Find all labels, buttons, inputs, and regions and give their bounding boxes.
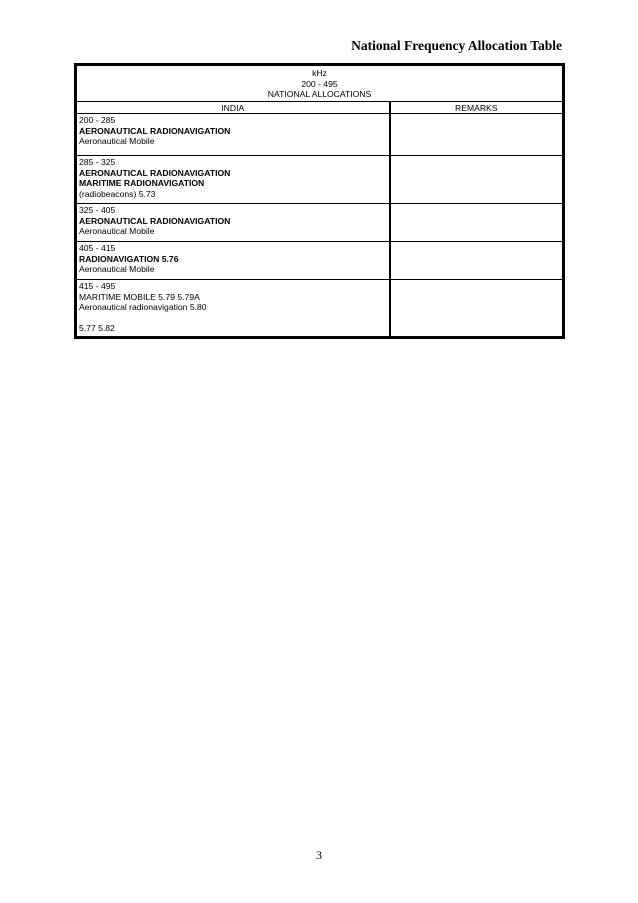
band-range: 285 - 325: [79, 157, 116, 167]
footnote-references: 5.77 5.82: [79, 322, 115, 333]
frequency-range: 200 - 495: [301, 78, 338, 89]
primary-service: MARITIME RADIONAVIGATION: [79, 178, 205, 188]
column-header-remarks: REMARKS: [390, 101, 563, 114]
india-allocation-cell: [77, 242, 390, 280]
table-header-cell: [77, 66, 563, 102]
band-range: 325 - 405: [79, 205, 116, 215]
remarks-cell: [390, 156, 563, 204]
column-header-row: [77, 101, 563, 114]
secondary-service: Aeronautical radionavigation 5.80: [79, 302, 207, 312]
band-range: 200 - 285: [79, 115, 116, 125]
remarks-cell: [390, 242, 563, 280]
india-allocation-cell: [77, 204, 390, 242]
table-row: [77, 204, 563, 242]
table-row: [77, 242, 563, 280]
document-title: National Frequency Allocation Table: [351, 38, 562, 53]
table-row: [77, 280, 563, 337]
india-allocation-cell: [77, 114, 390, 156]
secondary-service: MARITIME MOBILE 5.79 5.79A: [79, 291, 200, 302]
frequency-unit: kHz: [312, 68, 327, 78]
table-row: [77, 156, 563, 204]
secondary-service: Aeronautical Mobile: [79, 226, 155, 236]
primary-service: AERONAUTICAL RADIONAVIGATION: [79, 167, 231, 178]
india-allocation-cell: [77, 280, 390, 337]
allocation-table: [74, 63, 565, 339]
primary-service: AERONAUTICAL RADIONAVIGATION: [79, 215, 231, 226]
primary-service: AERONAUTICAL RADIONAVIGATION: [79, 125, 231, 136]
remarks-cell: [390, 204, 563, 242]
remarks-cell: [390, 114, 563, 156]
india-allocation-cell: [77, 156, 390, 204]
band-range: 405 - 415: [79, 243, 116, 253]
secondary-service: Aeronautical Mobile: [79, 136, 155, 146]
table-row: [77, 114, 563, 156]
secondary-service: Aeronautical Mobile: [79, 264, 155, 274]
table-heading: NATIONAL ALLOCATIONS: [267, 89, 372, 99]
table-header: [77, 66, 563, 102]
band-range: 415 - 495: [79, 281, 116, 291]
secondary-service: (radiobeacons) 5.73: [79, 188, 156, 199]
column-header-india: INDIA: [77, 101, 390, 114]
page-number: 3: [316, 848, 322, 862]
remarks-cell: [390, 280, 563, 337]
primary-service: RADIONAVIGATION 5.76: [79, 253, 179, 264]
